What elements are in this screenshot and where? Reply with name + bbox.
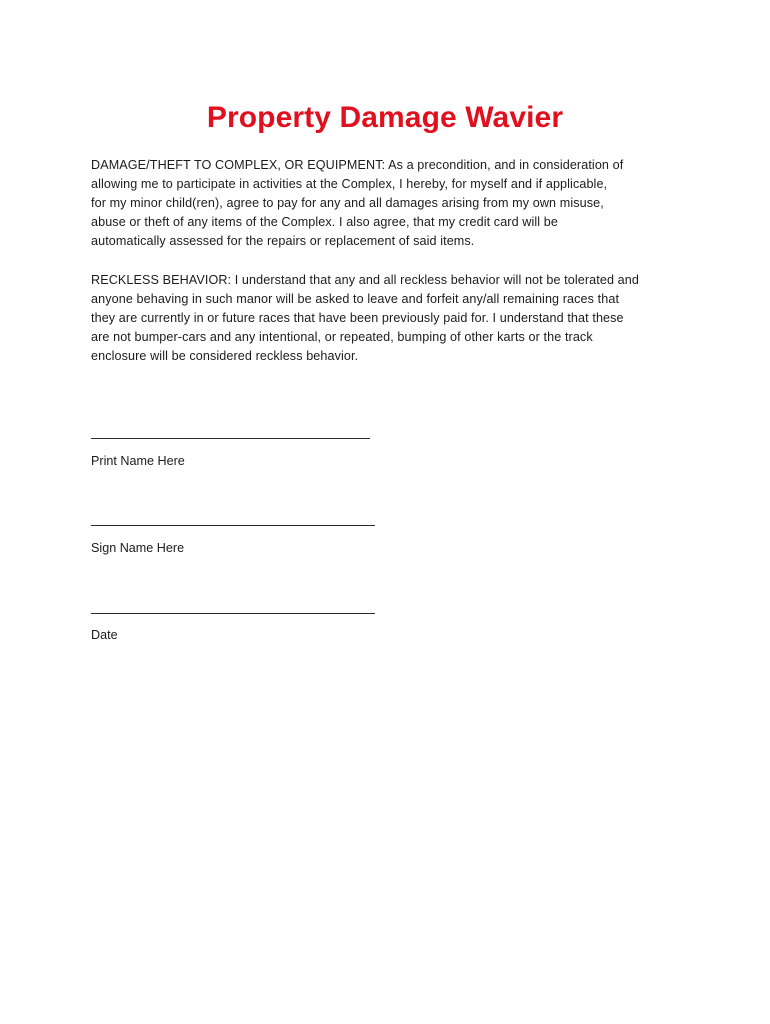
date-line[interactable] xyxy=(91,613,375,614)
paragraph-line: enclosure will be considered reckless behavior. xyxy=(91,349,359,363)
print-name-label: Print Name Here xyxy=(91,454,185,468)
print-name-line[interactable] xyxy=(91,438,370,439)
damage-theft-paragraph xyxy=(91,156,691,251)
paragraph-line: are not bumper-cars and any intentional, or repeated, bumping of other karts or the track xyxy=(91,330,593,344)
sign-name-label: Sign Name Here xyxy=(91,541,185,555)
paragraph-line: abuse or theft of any items of the Complex. I also agree, that my credit card will be xyxy=(91,215,558,229)
reckless-behavior-paragraph xyxy=(91,271,691,366)
sign-name-line[interactable] xyxy=(91,525,375,526)
paragraph-line: they are currently in or future races that have been previously paid for. I understand that these xyxy=(91,311,624,325)
paragraph-line: allowing me to participate in activities at the Complex, I hereby, for myself and if applicable, xyxy=(91,177,608,191)
document-title: Property Damage Wavier xyxy=(206,101,564,134)
paragraph-line: automatically assessed for the repairs or replacement of said items. xyxy=(91,234,475,248)
paragraph-line: RECKLESS BEHAVIOR: I understand that any and all reckless behavior will not be tolerated and xyxy=(91,273,639,287)
paragraph-line: DAMAGE/THEFT TO COMPLEX, OR EQUIPMENT: As a precondition, and in consideration of xyxy=(91,158,624,172)
paragraph-line: anyone behaving in such manor will be asked to leave and forfeit any/all remaining races that xyxy=(91,292,620,306)
paragraph-line: for my minor child(ren), agree to pay for any and all damages arising from my own misuse, xyxy=(91,196,604,210)
date-label: Date xyxy=(91,628,118,642)
